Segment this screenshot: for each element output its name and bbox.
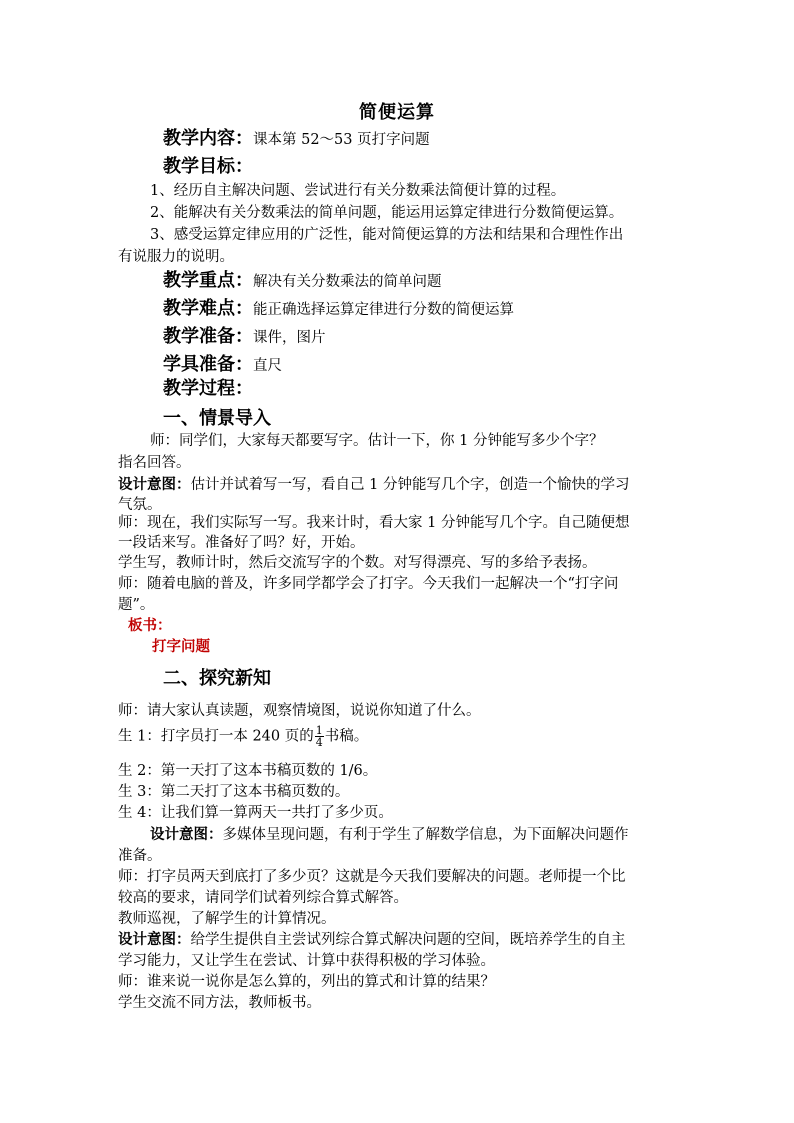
student-tools-label: 学具准备： <box>163 354 253 375</box>
paragraph-line: 题”。 <box>118 597 155 613</box>
page-title: 简便运算 <box>359 102 435 123</box>
difficulty-value: 能正确选择运算定律进行分数的简便运算 <box>253 302 514 318</box>
paragraph-line: 师：同学们，大家每天都要写字。估计一下，你 1 分钟能写多少个字？ <box>150 433 604 449</box>
section-heading-explore: 二、探究新知 <box>163 668 271 689</box>
paragraph-line: 师：请大家认真读题，观察情境图，说说你知道了什么。 <box>118 703 481 719</box>
paragraph-line: 学生交流不同方法，教师板书。 <box>118 995 321 1011</box>
paragraph-line: 生 3：第二天打了这本书稿页数的。 <box>118 784 350 800</box>
preparation-label: 教学准备： <box>163 326 253 347</box>
paragraph-line: 师：谁来说一说你是怎么算的，列出的算式和计算的结果？ <box>118 974 495 990</box>
objective-item: 1、经历自主解决问题、尝试进行有关分数乘法简便计算的过程。 <box>150 183 566 199</box>
fraction-denominator: 4 <box>315 736 323 749</box>
paragraph-line: 师：随着电脑的普及，许多同学都学会了打字。今天我们一起解决一个“打字问 <box>118 576 619 592</box>
design-intent-text: 估计并试着写一写，看自己 1 分钟能写几个字，创造一个愉快的学习 <box>190 477 630 493</box>
paragraph-line: 一段话来写。准备好了吗？好，开始。 <box>118 535 365 551</box>
fraction <box>315 725 324 748</box>
fraction-line-prefix: 生 1：打字员打一本 240 页的 <box>118 728 314 745</box>
paragraph-line: 指名回答。 <box>118 455 191 471</box>
board-text: 打字问题 <box>152 638 210 655</box>
difficulty <box>163 296 514 323</box>
key-point <box>163 268 442 295</box>
design-intent <box>118 929 678 951</box>
teaching-objectives <box>163 154 253 180</box>
board-label: 板书： <box>128 617 172 634</box>
key-point-value: 解决有关分数乘法的简单问题 <box>253 274 442 290</box>
paragraph-line: 师：打字员两天到底打了多少页？这就是今天我们要解决的问题。老师提一个比 <box>118 869 626 885</box>
paragraph-line: 生 2：第一天打了这本书稿页数的 1/6。 <box>118 763 378 779</box>
paragraph-line: 学习能力，又让学生在尝试、计算中获得积极的学习体验。 <box>118 953 495 969</box>
student-tools-value: 直尺 <box>253 358 282 374</box>
paragraph-line: 准备。 <box>118 848 162 864</box>
design-intent <box>150 824 710 846</box>
objective-item: 2、能解决有关分数乘法的简单问题，能运用运算定律进行分数简便运算。 <box>150 205 624 221</box>
teaching-content-label: 教学内容： <box>163 128 253 149</box>
design-intent-label: 设计意图： <box>150 826 223 843</box>
fraction-numerator: 1 <box>315 724 323 737</box>
teaching-objectives-label: 教学目标： <box>163 156 253 177</box>
paragraph-line: 师：现在，我们实际写一写。我来计时，看大家 1 分钟能写几个字。自己随便想 <box>118 515 630 531</box>
preparation-value: 课件，图片 <box>253 330 326 346</box>
design-intent <box>118 474 678 496</box>
student-tools <box>163 352 282 379</box>
design-intent-label: 设计意图： <box>118 931 191 948</box>
design-intent-text: 给学生提供自主尝试列综合算式解决问题的空间，既培养学生的自主 <box>190 932 626 948</box>
objective-item: 有说服力的说明。 <box>118 249 234 265</box>
preparation <box>163 324 326 351</box>
teaching-process-label: 教学过程： <box>163 378 253 399</box>
fraction-line-suffix: 书稿。 <box>324 728 369 745</box>
paragraph-line: 气氛。 <box>118 497 162 513</box>
section-heading-intro: 一、情景导入 <box>163 408 271 429</box>
difficulty-label: 教学难点： <box>163 298 253 319</box>
teaching-content <box>163 126 430 153</box>
objective-item: 3、感受运算定律应用的广泛性，能对简便运算的方法和结果和合理性作出 <box>150 227 624 243</box>
design-intent-text: 多媒体呈现问题，有利于学生了解数学信息，为下面解决问题作 <box>222 827 629 843</box>
design-intent-label: 设计意图： <box>118 476 191 493</box>
paragraph-line: 教师巡视，了解学生的计算情况。 <box>118 911 336 927</box>
key-point-label: 教学重点： <box>163 270 253 291</box>
teaching-content-value: 课本第 52～53 页打字问题 <box>253 132 430 148</box>
teaching-process <box>163 376 253 402</box>
paragraph-line: 生 4：让我们算一算两天一共打了多少页。 <box>118 805 393 821</box>
paragraph-line-with-fraction <box>118 725 678 748</box>
paragraph-line: 学生写，教师计时，然后交流写字的个数。对写得漂亮、写的多给予表扬。 <box>118 555 597 571</box>
paragraph-line: 较高的要求，请同学们试着列综合算式解答。 <box>118 890 408 906</box>
